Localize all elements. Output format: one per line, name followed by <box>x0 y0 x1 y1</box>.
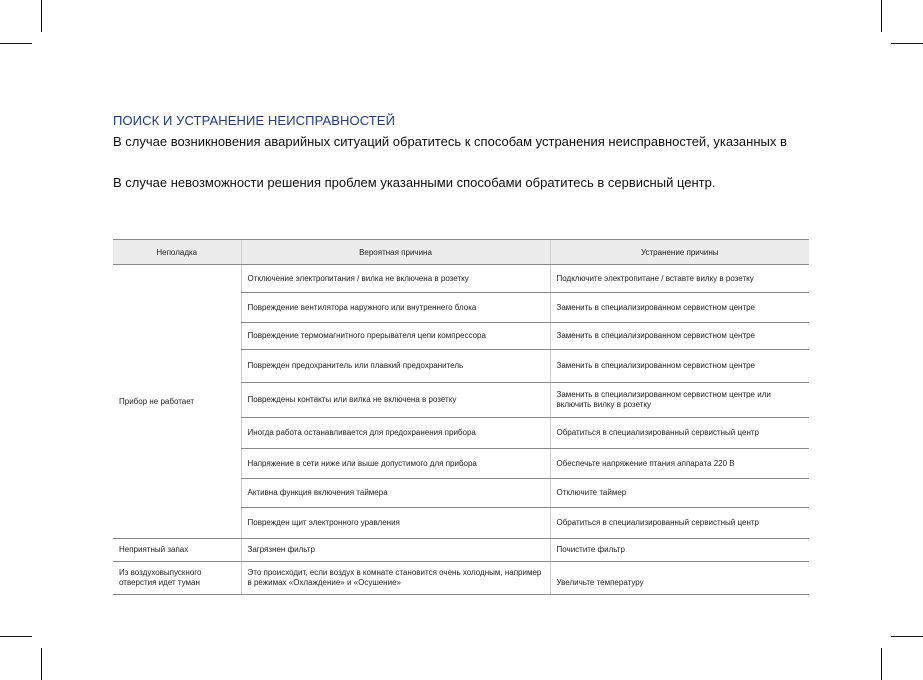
cause-line: Это происходит, если воздух в комнате становится очень холодным, например <box>247 568 542 577</box>
table-row <box>113 265 809 293</box>
solution-cell: Заменить в специализированном сервистном центре <box>550 323 809 350</box>
solution-cell: Увеличьте температуру <box>550 562 809 595</box>
solution-cell: Подключите электропитане / вставте вилку в розетку <box>550 265 809 293</box>
crop-mark-bottom-left-v <box>41 648 42 680</box>
problem-cell <box>113 562 241 595</box>
solution-cell <box>550 383 809 418</box>
header-problem: Неполадка <box>113 240 241 265</box>
cause-cell: Повреждены контакты или вилка не включена в розетку <box>241 383 550 418</box>
troubleshooting-table <box>113 239 809 595</box>
intro-paragraph: В случае возникновения аварийных ситуаций обратитесь к способам устранения неисправностей, указанных в <box>113 134 787 149</box>
cause-line: в режимах «Охлаждение» и «Осушение» <box>247 578 401 587</box>
service-paragraph: В случае невозможности решения проблем указанными способами обратитесь в сервисный центр. <box>113 175 716 190</box>
cause-cell: Отключение электропитания / вилка не включена в розетку <box>241 265 550 293</box>
problem-line: Из воздуховыпускного <box>119 568 202 577</box>
cause-cell: Активна функция включения таймера <box>241 479 550 508</box>
solution-cell: Обратиться в специализированный сервистный центр <box>550 418 809 449</box>
cause-cell: Загрязнен фильтр <box>241 539 550 562</box>
table-header-row <box>113 240 809 265</box>
cause-cell: Повреждение термомагнитного прерывателя цепи компрессора <box>241 323 550 350</box>
solution-cell: Обратиться в специализированный сервистный центр <box>550 508 809 539</box>
solution-cell: Отключите таймер <box>550 479 809 508</box>
solution-cell: Заменить в специализированном сервистном центре <box>550 293 809 323</box>
crop-mark-top-left-h <box>0 43 32 44</box>
cause-cell: Повреждение вентилятора наружного или внутреннего блока <box>241 293 550 323</box>
crop-mark-top-right-v <box>881 0 882 32</box>
cause-cell <box>241 562 550 595</box>
problem-line: отверстия идет туман <box>119 578 200 587</box>
cause-cell: Иногда работа останавливается для предохранения прибора <box>241 418 550 449</box>
table-row <box>113 562 809 595</box>
solution-cell: Почистите фильтр <box>550 539 809 562</box>
table-row <box>113 539 809 562</box>
header-solution: Устранение причины <box>550 240 809 265</box>
header-cause: Вероятная причина <box>241 240 550 265</box>
solution-line: Заменить в специализированном сервистном центре или <box>556 390 771 399</box>
crop-mark-bottom-right-h <box>891 636 923 637</box>
cause-cell: Напряжение в сети ниже или выше допустимого для прибора <box>241 449 550 479</box>
problem-cell: Неприятный запах <box>113 539 241 562</box>
crop-mark-bottom-right-v <box>881 648 882 680</box>
crop-mark-top-right-h <box>891 43 923 44</box>
solution-cell: Заменить в специализированном сервистном центре <box>550 350 809 383</box>
crop-mark-top-left-v <box>41 0 42 32</box>
crop-mark-bottom-left-h <box>0 636 32 637</box>
cause-cell: Поврежден щит электронного уравления <box>241 508 550 539</box>
solution-line: включить вилку в розетку <box>556 400 652 409</box>
cause-cell: Поврежден предохранитель или плавкий предохранитель <box>241 350 550 383</box>
problem-cell: Прибор не работает <box>113 265 241 539</box>
section-title: ПОИСК И УСТРАНЕНИЕ НЕИСПРАВНОСТЕЙ <box>113 113 396 128</box>
solution-cell: Обеспечьте напряжение птания аппарата 220 В <box>550 449 809 479</box>
